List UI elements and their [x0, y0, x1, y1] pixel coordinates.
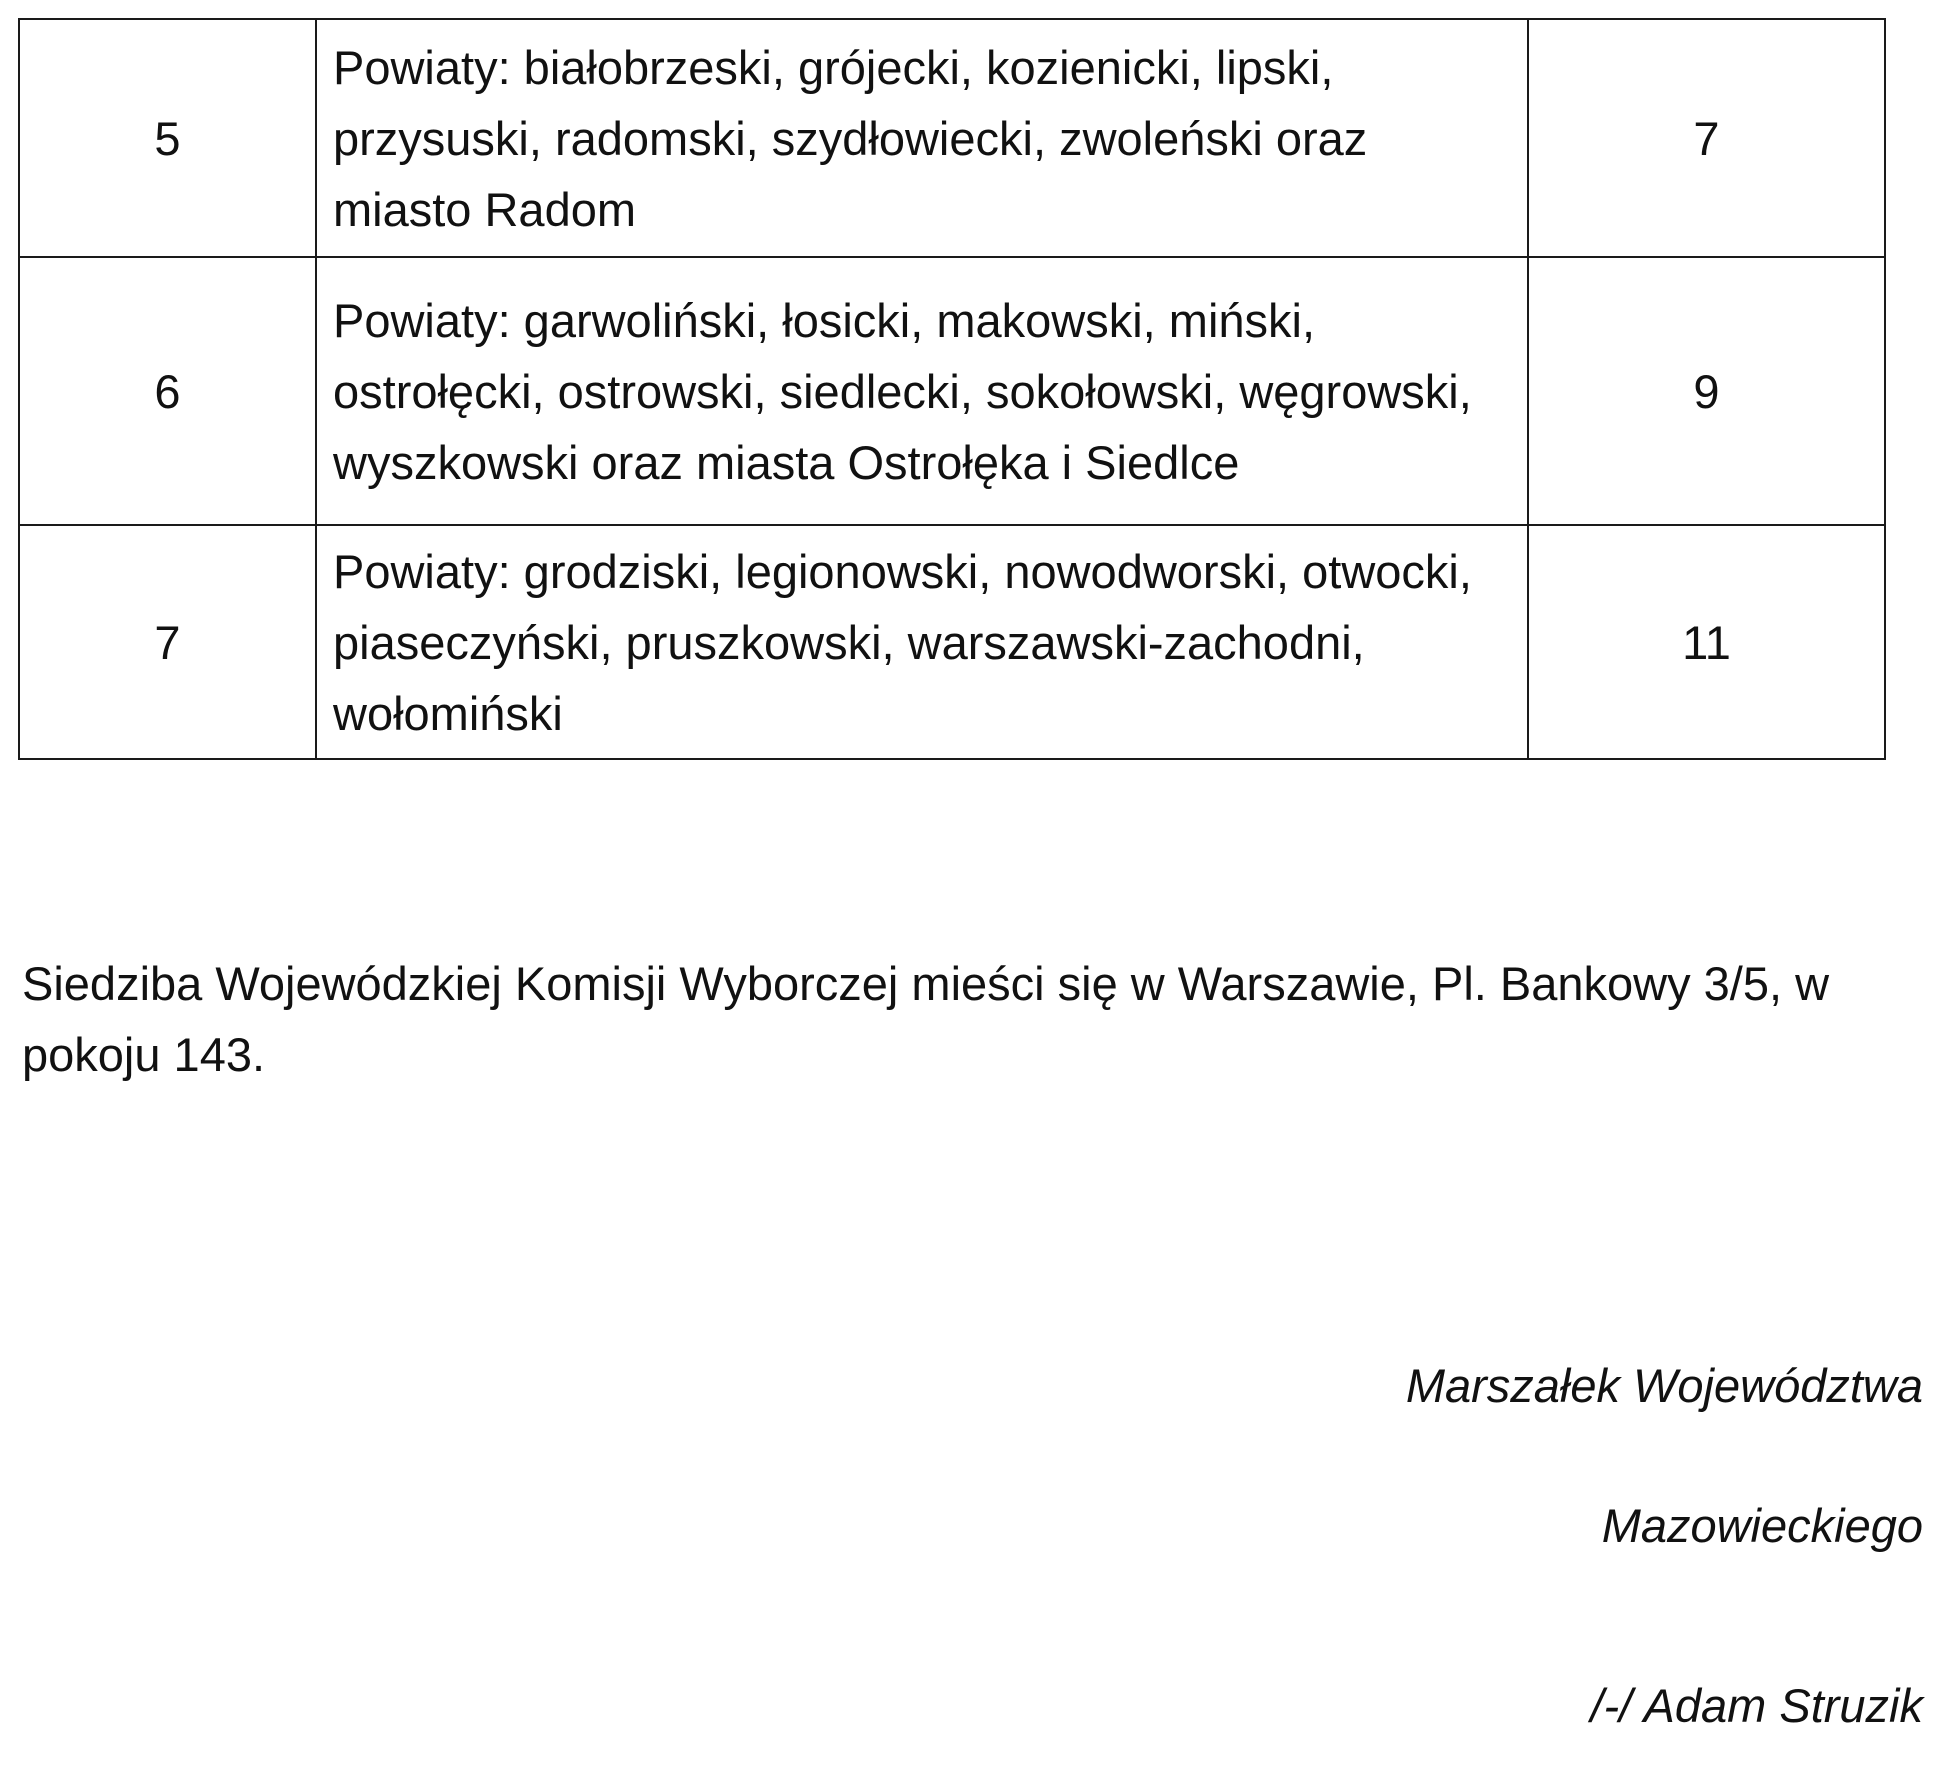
district-description-cell: Powiaty: białobrzeski, grójecki, kozienicki, lipski, przysuski, radomski, szydłowiecki, zwoleński oraz miasto Radom [316, 19, 1528, 257]
table-row [19, 19, 1885, 257]
signatory-title-line2: Mazowieckiego [1601, 1499, 1923, 1552]
table-row [19, 257, 1885, 525]
seat-count-cell: 11 [1528, 525, 1885, 759]
district-description-cell: Powiaty: garwoliński, łosicki, makowski, miński, ostrołęcki, ostrowski, siedlecki, sokołowski, węgrowski, wyszkowski oraz miasta Ostrołęka i Siedlce [316, 257, 1528, 525]
district-number-cell: 5 [19, 19, 316, 257]
table-row [19, 525, 1885, 759]
district-number-cell: 6 [19, 257, 316, 525]
commission-seat-note: Siedziba Wojewódzkiej Komisji Wyborczej mieści się w Warszawie, Pl. Bankowy 3/5, w pokoju 143. [22, 957, 1830, 1081]
electoral-districts-table [18, 18, 1886, 760]
seat-count-cell: 9 [1528, 257, 1885, 525]
seat-count-cell: 7 [1528, 19, 1885, 257]
district-description-cell: Powiaty: grodziski, legionowski, nowodworski, otwocki, piaseczyński, pruszkowski, warszawski-zachodni, wołomiński [316, 525, 1528, 759]
district-number-cell: 7 [19, 525, 316, 759]
signatory-name: /-/ Adam Struzik [1590, 1679, 1923, 1732]
signatory-title-line1: Marszałek Województwa [1405, 1359, 1923, 1412]
